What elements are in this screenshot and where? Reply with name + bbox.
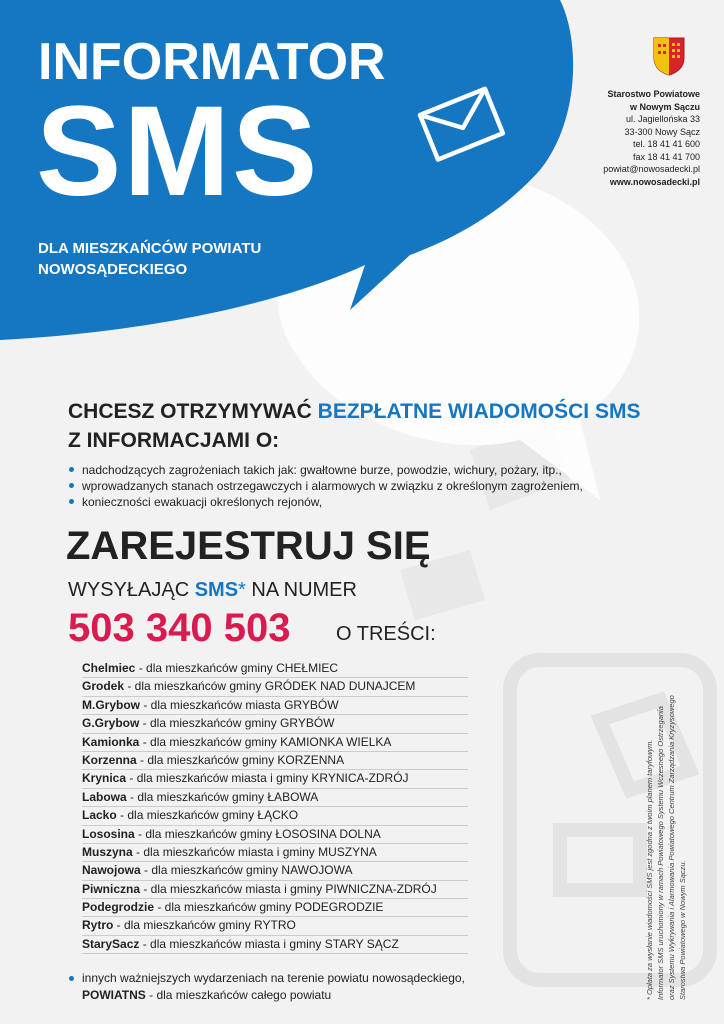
bullet-item: wprowadzanych stanach ostrzegawczych i alarmowych w związku z określonym zagrożeniem,: [68, 478, 583, 494]
heading-part1: CHCESZ OTRZYMYWAĆ: [68, 400, 318, 423]
code-row: Podegrodzie - dla mieszkańców gminy PODEGRODZIE: [82, 899, 468, 917]
sending-line: [68, 580, 357, 600]
code-row: Piwniczna - dla mieszkańców miasta i gminy PIWNICZNA-ZDRÓJ: [82, 881, 468, 899]
address-fax: fax 18 41 41 700: [632, 151, 700, 162]
code-row: StarySacz - dla mieszkańców miasta i gminy STARY SĄCZ: [82, 936, 468, 954]
address-website: www.nowosadecki.pl: [609, 176, 700, 187]
address-email: powiat@nowosadecki.pl: [603, 164, 700, 174]
sending-sms: SMS: [194, 579, 239, 601]
code-row: Lacko - dla mieszkańców gminy ŁĄCKO: [82, 807, 468, 825]
code-list: [82, 660, 468, 954]
code-row: Korzenna - dla mieszkańców gminy KORZENNA: [82, 752, 468, 770]
register-title: ZAREJESTRUJ SIĘ: [66, 524, 431, 568]
footnote-line3: oraz Systemu Wykrywania i Alarmowania Powiatowego Centrum Zarządzania Kryzysowego: [667, 695, 676, 1000]
subtitle: [38, 238, 261, 280]
heading-part3: Z INFORMACJAMI O:: [68, 429, 280, 452]
title-informator: INFORMATOR: [38, 33, 386, 91]
subtitle-line1: DLA MIESZKAŃCÓW POWIATU: [38, 240, 262, 257]
address-line2: w Nowym Sączu: [629, 101, 700, 112]
code-row: Kamionka - dla mieszkańców gminy KAMIONKA WIELKA: [82, 734, 468, 752]
footnote-line4: Starostwa Powiatowego w Nowym Sączu.: [678, 860, 687, 1000]
main-heading: [68, 397, 640, 455]
bullet-item: nadchodzących zagrożeniach takich jak: gwałtowne burze, powodzie, wichury, pożary, itp.,: [68, 462, 583, 478]
extra-info: [68, 970, 465, 1004]
footnote-line2: Informator SMS uruchomiony w ramach Powiatowego Systemu Wczesnego Ostrzegania: [656, 706, 665, 1000]
coat-of-arms-icon: [652, 36, 686, 76]
code-row: Nawojowa - dla mieszkańców gminy NAWOJOWA: [82, 862, 468, 880]
address-line3: ul. Jagiellońska 33: [625, 114, 700, 124]
code-row: G.Grybow - dla mieszkańców gminy GRYBÓW: [82, 715, 468, 733]
subtitle-line2: NOWOSĄDECKIEGO: [38, 261, 188, 278]
code-row: M.Grybow - dla mieszkańców miasta GRYBÓW: [82, 697, 468, 715]
code-row: Muszyna - dla mieszkańców miasta i gminy MUSZYNA: [82, 844, 468, 862]
code-row: Labowa - dla mieszkańców gminy ŁABOWA: [82, 789, 468, 807]
code-row: Chelmiec - dla mieszkańców gminy CHEŁMIEC: [82, 660, 468, 678]
phone-number: 503 340 503: [68, 606, 291, 650]
bullet-list: [68, 462, 583, 510]
bullet-item: konieczności ewakuacji określonych rejonów,: [68, 494, 583, 510]
sending-prefix: WYSYŁAJĄC: [68, 579, 195, 601]
sending-suffix: NA NUMER: [245, 579, 357, 601]
address-block: [603, 88, 700, 188]
address-line1: Starostwo Powiatowe: [607, 89, 700, 99]
powiat-code-row: POWIATNS - dla mieszkańców całego powiatu: [82, 988, 332, 1002]
footnote-line1: * Opłata za wysłanie wiadomości SMS jest zgodna z twoim planem taryfowym.: [645, 739, 654, 1000]
content-label: O TREŚCI:: [336, 623, 436, 645]
address-phone: tel. 18 41 41 600: [632, 139, 700, 149]
code-row: Rytro - dla mieszkańców gminy RYTRO: [82, 917, 468, 935]
heading-highlight: BEZPŁATNE WIADOMOŚCI SMS: [317, 400, 641, 423]
sending-star: *: [238, 579, 246, 601]
address-line4: 33-300 Nowy Sącz: [624, 126, 700, 137]
code-row: Krynica - dla mieszkańców miasta i gminy KRYNICA-ZDRÓJ: [82, 770, 468, 788]
footnote-vertical: [644, 670, 688, 1000]
code-row: Grodek - dla mieszkańców gminy GRÓDEK NAD DUNAJCEM: [82, 678, 468, 696]
code-row: Lososina - dla mieszkańców gminy ŁOSOSINA DOLNA: [82, 826, 468, 844]
title-sms: SMS: [36, 80, 320, 223]
extra-bullet: innych ważniejszych wydarzeniach na terenie powiatu nowosądeckiego,: [68, 970, 465, 987]
